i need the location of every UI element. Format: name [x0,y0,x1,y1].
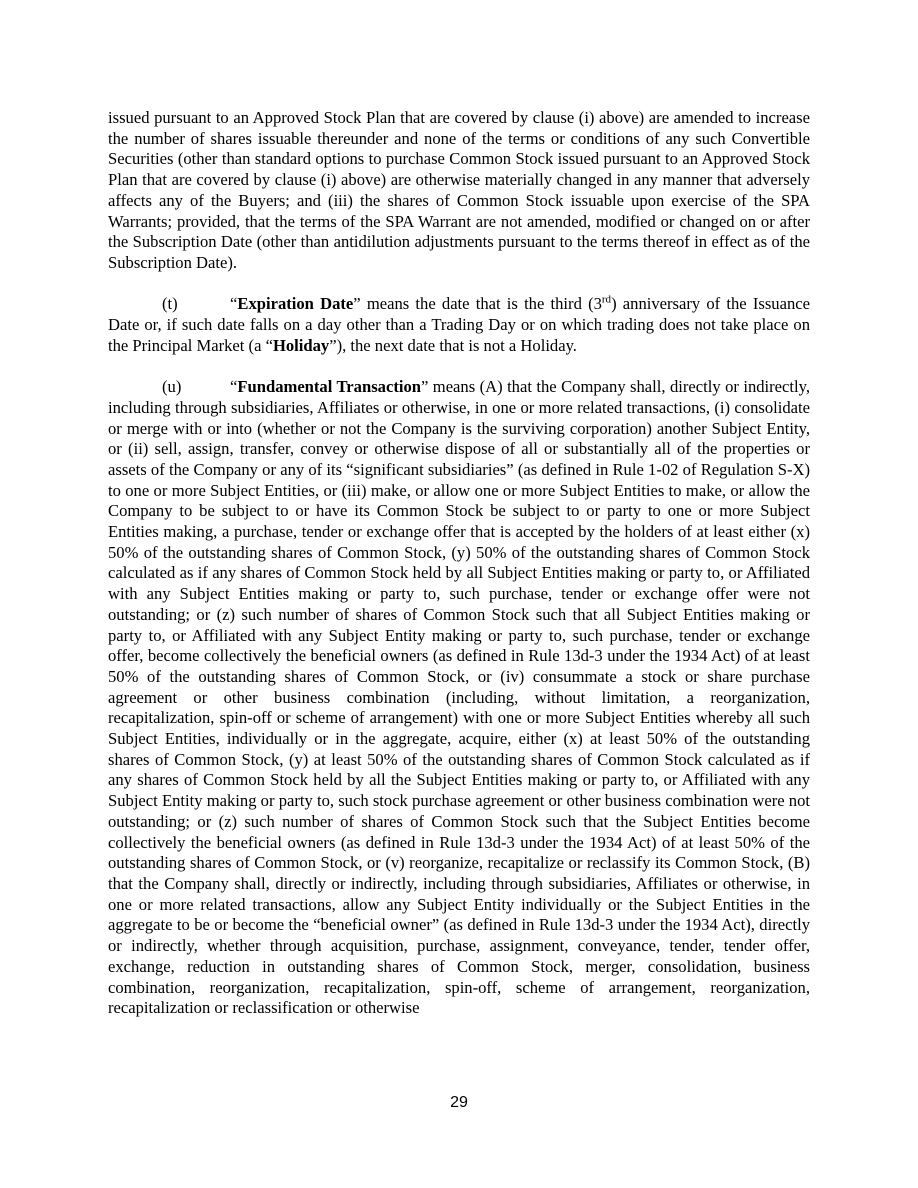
definition-text-part3: ”), the next date that is not a Holiday. [329,335,577,355]
page-number: 29 [450,1094,468,1111]
definition-text-part1: ” means the date that is the third (3 [353,294,602,314]
ordinal-superscript: rd [601,293,612,306]
paragraph-continuation: issued pursuant to an Approved Stock Plan that are covered by clause (i) above) are amended to increase the number of shares issuable thereunder and none of the terms or conditions of any such Convertible Securities (other than standard options to purchase Common Stock issued pursuant to an Approved Stock Plan that are covered by clause (i) above) are otherwise materially changed in any manner that adversely affects any of the Buyers; and (iii) the shares of Common Stock issuable upon exercise of the SPA Warrants; provided, that the terms of the SPA Warrant are not amended, modified or changed on or after the Subscription Date (other than antidilution adjustments pursuant to the terms thereof in effect as of the Subscription Date). [108,108,810,272]
defined-term-expiration-date: Expiration Date [237,294,354,314]
definition-text: ” means (A) that the Company shall, directly or indirectly, including through subsidiaries, Affiliates or otherwise, in one or more related transactions, (i) consolidate or merge with or into (whether or not the Company is the surviving corporation) another Subject Entity, or (ii) sell, assign, transfer, convey or otherwise dispose of all or substantially all of the properties or assets of the Company or any of its “significant subsidiaries” (as defined in Rule 1-02 of Regulation S-X) to one or more Subject Entities, or (iii) make, or allow one or more Subject Entities to make, or allow the Company to be subject to or have its Common Stock be subject to or party to one or more Subject Entities making, a purchase, tender or exchange offer that is accepted by the holders of at least either (x) 50% of the outstanding shares of Common Stock, (y) 50% of the outstanding shares of Common Stock calculated as if any shares of Common Stock held by all Subject Entities making or party to, or Affiliated with any Subject Entities making or party to, such purchase, tender or exchange offer were not outstanding; or (z) such number of shares of Common Stock such that all Subject Entities making or party to, or Affiliated with any Subject Entity making or party to, such purchase, tender or exchange offer, become collectively the beneficial owners (as defined in Rule 13d-3 under the 1934 Act) of at least 50% of the outstanding shares of Common Stock, or (iv) consummate a stock or share purchase agreement or other business combination (including, without limitation, a reorganization, recapitalization, spin-off or scheme of arrangement) with one or more Subject Entities whereby all such Subject Entities, individually or in the aggregate, acquire, either (x) at least 50% of the outstanding shares of Common Stock, (y) at least 50% of the outstanding shares of Common Stock calculated as if any shares of Common Stock held by all the Subject Entities making or party to, or Affiliated with any Subject Entity making or party to, such stock purchase agreement or other business combination were not outstanding; or (z) such number of shares of Common Stock such that the Subject Entities become collectively the beneficial owners (as defined in Rule 13d-3 under the 1934 Act) of at least 50% of the outstanding shares of Common Stock, or (v) reorganize, recapitalize or reclassify its Common Stock, (B) that the Company shall, directly or indirectly, including through subsidiaries, Affiliates or otherwise, in one or more related transactions, allow any Subject Entity individually or the Subject Entities in the aggregate to be or become the “beneficial owner” (as defined in Rule 13d-3 under the 1934 Act), directly or indirectly, whether through acquisition, purchase, assignment, conveyance, tender, tender offer, exchange, reduction in outstanding shares of Common Stock, merger, consolidation, business combination, reorganization, recapitalization, spin-off, scheme of arrangement, reorganization, recapitalization or reclassification or otherwise [108,377,810,1018]
section-label-u: (u) [162,377,182,397]
definition-text-part2: ) anniversary of the Issuance Date or, if such date falls on a day other than a Trading Day or on which trading does not take place on the Principal Market (a “ [108,294,810,355]
open-quote: “ [230,377,238,397]
defined-term-holiday: Holiday [272,335,330,355]
section-label-t: (t) [162,294,178,314]
page-body [108,108,810,1019]
paragraph-t-expiration-date [108,294,810,356]
open-quote: “ [230,294,238,314]
paragraph-u-fundamental-transaction [108,377,810,1019]
defined-term-fundamental-transaction: Fundamental Transaction [237,377,421,397]
